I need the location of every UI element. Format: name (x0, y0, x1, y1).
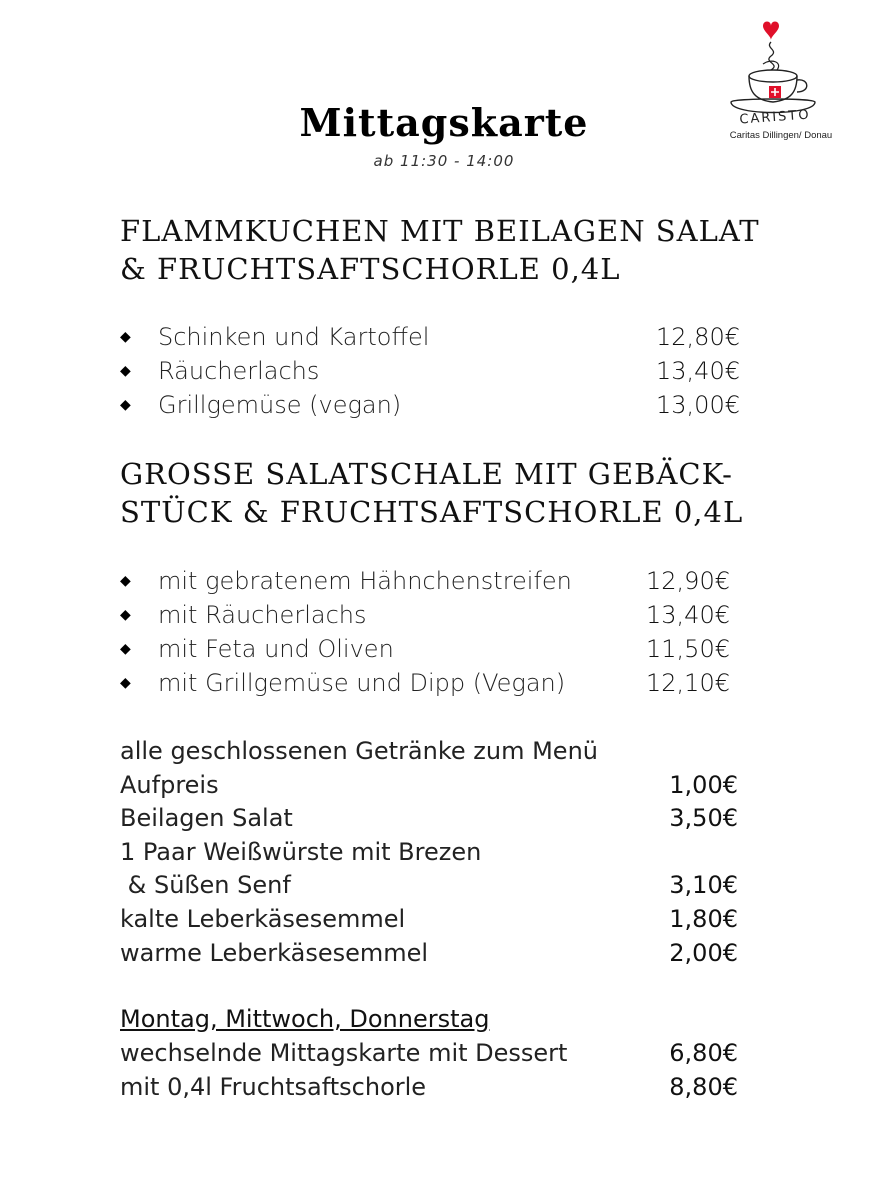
item-name: mit Räucherlachs (158, 601, 367, 629)
extras-row (120, 769, 738, 803)
extras-row (120, 937, 738, 971)
extras-price: 3,50€ (669, 804, 738, 833)
extras-label: warme Leberkäsesemmel (120, 938, 429, 967)
extras-label: Aufpreis (120, 770, 219, 799)
daily-row (120, 1037, 738, 1071)
diamond-bullet-icon: ◆ (120, 363, 131, 379)
item-price: 12,90€ (646, 567, 730, 595)
list-item (120, 598, 740, 632)
extras-row (120, 802, 738, 836)
diamond-bullet-icon: ◆ (120, 641, 131, 657)
page-title: Mittagskarte (299, 100, 589, 145)
list-item (120, 564, 740, 598)
item-name: mit Feta und Oliven (158, 635, 394, 663)
item-price: 11,50€ (646, 635, 730, 663)
list-item (120, 320, 740, 354)
flammkuchen-list (120, 320, 740, 422)
list-item (120, 666, 740, 700)
item-price: 13,00€ (656, 391, 740, 419)
extras-label: alle geschlossenen Getränke zum Menü (120, 737, 598, 765)
daily-menu-list (120, 1037, 738, 1104)
list-item (120, 388, 740, 422)
diamond-bullet-icon: ◆ (120, 573, 131, 589)
daily-price: 6,80€ (669, 1039, 738, 1067)
item-name: mit Grillgemüse und Dipp (Vegan) (158, 669, 566, 697)
list-item (120, 354, 740, 388)
item-name: Grillgemüse (vegan) (158, 391, 402, 419)
heading-line: STÜCK & FRUCHTSAFTSCHORLE 0,4L (120, 495, 744, 529)
extras-row (120, 836, 738, 870)
item-price: 12,80€ (656, 323, 740, 351)
logo-brand: CARISTO (738, 107, 812, 128)
extras-price: 1,00€ (669, 770, 738, 799)
heading-line: GROSSE SALATSCHALE MIT GEBÄCK- (120, 457, 733, 491)
serving-hours: ab 11:30 - 14:00 (373, 152, 515, 170)
item-name: mit gebratenem Hähnchenstreifen (158, 567, 572, 595)
daily-price: 8,80€ (669, 1072, 738, 1101)
daily-row (120, 1071, 738, 1105)
diamond-bullet-icon: ◆ (120, 397, 131, 413)
diamond-bullet-icon: ◆ (120, 675, 131, 691)
item-name: Schinken und Kartoffel (158, 323, 430, 351)
item-name: Räucherlachs (158, 357, 320, 385)
extras-list (120, 735, 738, 970)
item-price: 12,10€ (646, 669, 730, 697)
logo-caption: Caritas Dillingen/ Donau (729, 130, 833, 141)
section-heading-flammkuchen (120, 212, 760, 288)
extras-label: 1 Paar Weißwürste mit Brezen (120, 837, 482, 866)
section-heading-salatschale (120, 455, 760, 531)
list-item (120, 632, 740, 666)
item-price: 13,40€ (646, 601, 730, 629)
item-price: 13,40€ (656, 357, 740, 385)
heading-line: FLAMMKUCHEN MIT BEILAGEN SALAT (120, 214, 760, 248)
extras-label: & Süßen Senf (120, 871, 291, 900)
extras-price: 2,00€ (669, 938, 738, 967)
extras-price: 3,10€ (669, 871, 738, 900)
weekday-heading: Montag, Mittwoch, Donnerstag (120, 1005, 490, 1033)
extras-row (120, 869, 738, 903)
extras-label: Beilagen Salat (120, 804, 293, 833)
daily-label: mit 0,4l Fruchtsaftschorle (120, 1072, 427, 1101)
salatschale-list (120, 564, 740, 700)
heading-line: & FRUCHTSAFTSCHORLE 0,4L (120, 252, 621, 286)
diamond-bullet-icon: ◆ (120, 329, 131, 345)
diamond-bullet-icon: ◆ (120, 607, 131, 623)
daily-label: wechselnde Mittagskarte mit Dessert (120, 1039, 568, 1067)
extras-row (120, 735, 738, 769)
extras-price: 1,80€ (669, 904, 738, 933)
extras-label: kalte Leberkäsesemmel (120, 904, 406, 933)
extras-row (120, 903, 738, 937)
